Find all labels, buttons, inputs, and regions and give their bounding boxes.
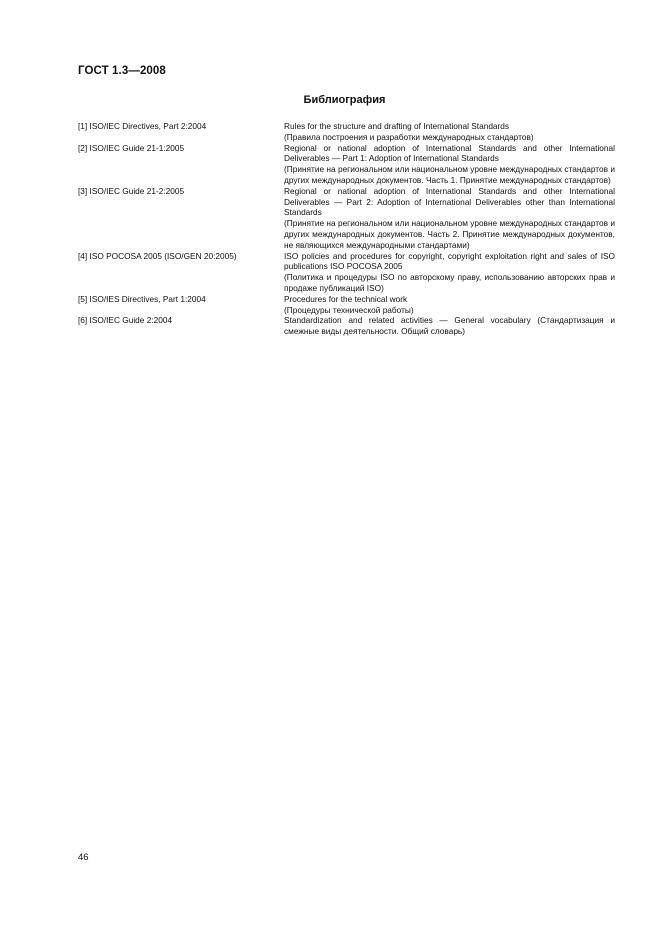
entry-title-en: Regional or national adoption of International Standards and other International Deliverables — Part 1: Adoption of International Standards (284, 142, 615, 164)
entry-title-ru: (Процедуры технической работы) (284, 304, 414, 315)
entry-title-en: Regional or national adoption of International Standards and other International Deliverables — Part 2: Adoption of International Deliverables other than International Standards (284, 185, 615, 218)
entry-reference: [4] ISO POCOSA 2005 (ISO/GEN 20:2005) (78, 250, 237, 261)
entry-reference: [6] ISO/IEC Guide 2:2004 (78, 315, 173, 326)
entry-reference: [3] ISO/IEC Guide 21-2:2005 (78, 185, 185, 196)
bibliography-entry (78, 251, 615, 294)
entry-description (284, 186, 615, 251)
entry-description (284, 143, 615, 186)
entry-title-en: Standardization and related activities — General vocabulary (Стандартизация и смежные виды деятельности. Общий словарь) (284, 315, 615, 337)
entry-description (284, 315, 615, 337)
entry-description (284, 121, 615, 143)
bibliography-list (78, 121, 615, 337)
entry-title-en: ISO policies and procedures for copyright, copyright exploitation right and sales of ISO publications ISO POCOSA 2005 (284, 250, 615, 272)
entry-title-en: Procedures for the technical work (284, 293, 408, 304)
entry-description (284, 294, 615, 316)
entry-title-ru: (Правила построения и разработки международных стандартов) (284, 131, 534, 142)
entry-reference: [2] ISO/IEC Guide 21-1:2005 (78, 142, 185, 153)
bibliography-entry (78, 186, 615, 251)
entry-title-ru: (Принятие на региональном или национальном уровне международных стандартов и других международных документов. Часть 1. Принятие международных стандартов) (284, 164, 615, 185)
bibliography-entry (78, 143, 615, 186)
entry-reference: [5] ISO/IES Directives, Part 1:2004 (78, 293, 206, 304)
bibliography-entry (78, 294, 615, 316)
entry-title-en: Rules for the structure and drafting of International Standards (284, 121, 510, 131)
entry-reference: [1] ISO/IEC Directives, Part 2:2004 (78, 121, 207, 131)
bibliography-entry (78, 121, 615, 143)
entry-title-ru: (Политика и процедуры ISO по авторскому праву, использованию авторских прав и продаже публикаций ISO) (284, 272, 615, 293)
entry-title-ru: (Принятие на региональном или национальном уровне международных стандартов и других международных документов. Часть 2. Принятие международных документов, не являющихся международными стандартами) (284, 218, 615, 250)
bibliography-entry (78, 315, 615, 337)
entry-description (284, 251, 615, 294)
document-header: ГОСТ 1.3—2008 (78, 65, 166, 77)
bibliography-title: Библиография (303, 94, 386, 106)
page-number: 46 (78, 852, 89, 863)
